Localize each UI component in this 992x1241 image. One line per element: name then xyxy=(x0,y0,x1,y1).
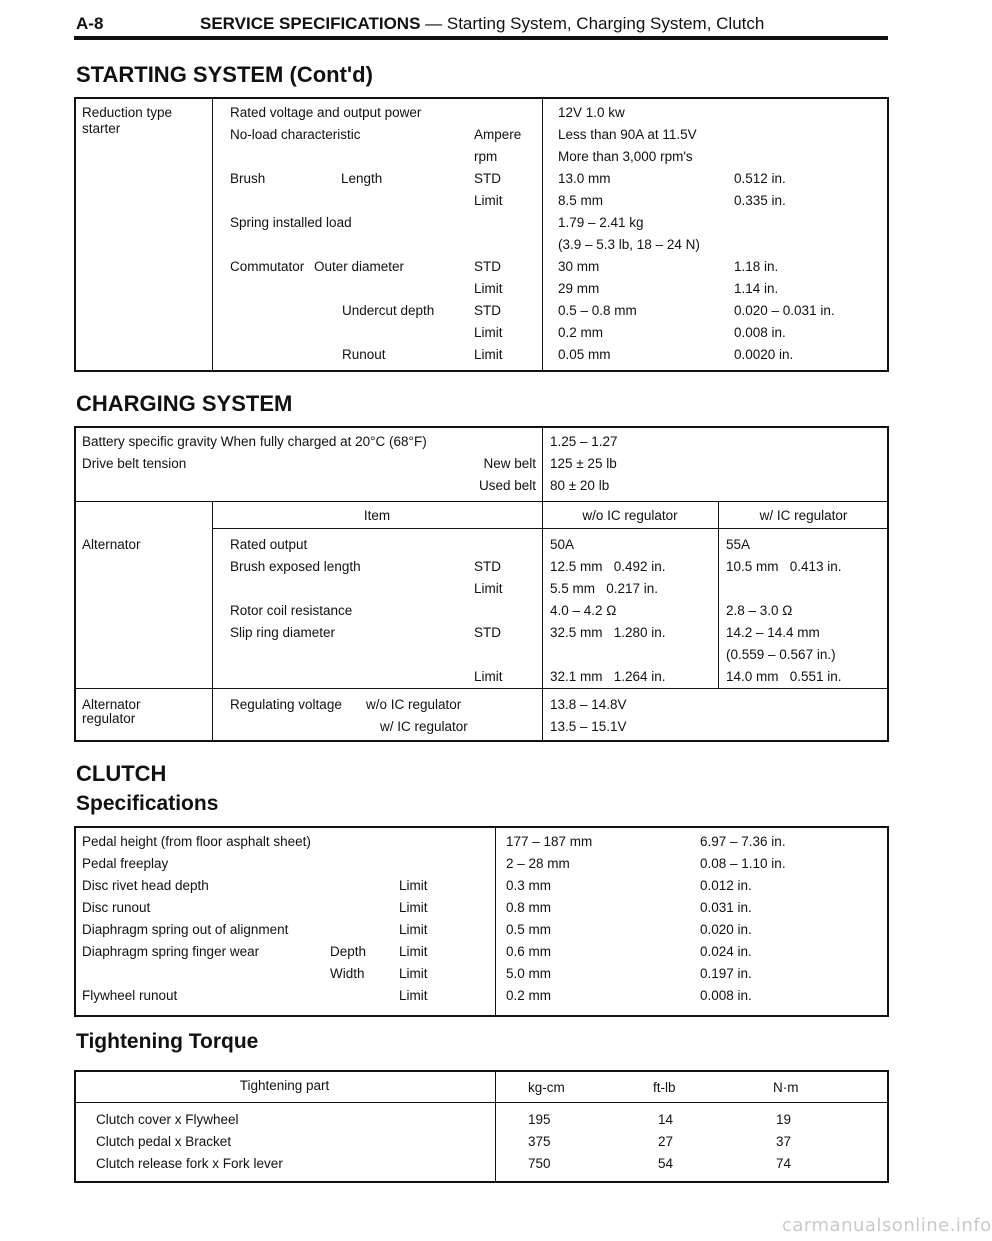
spec-subitem: Runout xyxy=(342,347,386,362)
w-ic-value: 55A xyxy=(726,537,751,552)
new-belt-value: 125 ± 25 lb xyxy=(550,456,617,471)
belt-tension-label: Drive belt tension xyxy=(82,456,187,471)
spec-subitem: Outer diameter xyxy=(314,259,405,274)
spec-value-metric: 13.0 mm xyxy=(558,171,611,186)
spec-value-metric: Less than 90A at 11.5V xyxy=(558,127,697,142)
clutch-value-metric: 177 – 187 mm xyxy=(506,834,593,849)
clutch-value-metric: 0.5 mm xyxy=(506,922,552,937)
spec-item: Rated voltage and output power xyxy=(230,105,422,120)
divider xyxy=(74,1102,889,1103)
clutch-value-metric: 0.6 mm xyxy=(506,944,552,959)
spec-subitem: Length xyxy=(341,171,383,186)
torque-nm: 74 xyxy=(776,1156,792,1171)
spec-condition: STD xyxy=(474,259,501,274)
page-title-main: SERVICE SPECIFICATIONS xyxy=(200,14,421,33)
new-belt-label: New belt xyxy=(483,456,536,471)
clutch-condition: Limit xyxy=(399,922,428,937)
spec-condition: Limit xyxy=(474,325,503,340)
w-ic-value: 2.8 – 3.0 Ω xyxy=(726,603,793,618)
spec-value-metric: 1.79 – 2.41 kg xyxy=(558,215,644,230)
spec-condition: Limit xyxy=(474,193,503,208)
spec-value-metric: 30 mm xyxy=(558,259,600,274)
w-ic-header: w/ IC regulator xyxy=(759,508,848,523)
specifications-heading: Specifications xyxy=(76,792,219,815)
clutch-item: Pedal freeplay xyxy=(82,856,169,871)
watermark: carmanualsonline.info xyxy=(782,1215,992,1236)
spec-value-imperial: 0.0020 in. xyxy=(734,347,794,362)
torque-ftlb: 54 xyxy=(658,1156,674,1171)
torque-part: Clutch cover x Flywheel xyxy=(96,1112,239,1127)
page-title xyxy=(200,14,764,34)
spec-item: Commutator xyxy=(230,259,305,274)
charging-system-heading: CHARGING SYSTEM xyxy=(76,391,293,416)
wo-ic-condition: w/o IC regulator xyxy=(366,697,462,712)
divider xyxy=(542,501,543,742)
clutch-value-metric: 5.0 mm xyxy=(506,966,552,981)
clutch-condition: Limit xyxy=(399,988,428,1003)
item-header: Item xyxy=(363,508,391,523)
clutch-value-imperial: 6.97 – 7.36 in. xyxy=(700,834,786,849)
w-ic-value: (0.559 – 0.567 in.) xyxy=(726,647,836,662)
category-label: starter xyxy=(82,121,121,136)
spec-value-imperial: 0.335 in. xyxy=(734,193,786,208)
spec-value-metric: 0.05 mm xyxy=(558,347,611,362)
w-ic-voltage: 13.5 – 15.1V xyxy=(550,719,627,734)
alternator-label: Alternator xyxy=(82,537,141,552)
divider xyxy=(542,97,543,372)
used-belt-value: 80 ± 20 lb xyxy=(550,478,610,493)
used-belt-label: Used belt xyxy=(478,478,536,493)
torque-kgcm: 195 xyxy=(528,1112,551,1127)
alternator-condition: Limit xyxy=(474,581,503,596)
spec-value-metric: More than 3,000 rpm's xyxy=(558,149,693,164)
torque-heading: Tightening Torque xyxy=(76,1030,259,1053)
clutch-subitem: Width xyxy=(330,966,365,981)
clutch-value-imperial: 0.020 in. xyxy=(700,922,752,937)
wo-ic-value: 50A xyxy=(550,537,575,552)
w-ic-value: 14.2 – 14.4 mm xyxy=(726,625,820,640)
wo-ic-voltage: 13.8 – 14.8V xyxy=(550,697,627,712)
spec-subitem: Undercut depth xyxy=(342,303,435,318)
spec-value-metric: 29 mm xyxy=(558,281,600,296)
wo-ic-value: 32.5 mm 1.280 in. xyxy=(550,625,666,640)
spec-value-imperial: 1.18 in. xyxy=(734,259,779,274)
clutch-value-imperial: 0.031 in. xyxy=(700,900,752,915)
spec-item: Spring installed load xyxy=(230,215,352,230)
spec-value-metric: 0.2 mm xyxy=(558,325,604,340)
regulating-voltage-label: Regulating voltage xyxy=(230,697,342,712)
w-ic-condition: w/ IC regulator xyxy=(380,719,468,734)
spec-value-imperial: 0.512 in. xyxy=(734,171,786,186)
torque-part: Clutch release fork x Fork lever xyxy=(96,1156,283,1171)
spec-condition: STD xyxy=(474,303,501,318)
clutch-value-imperial: 0.08 – 1.10 in. xyxy=(700,856,786,871)
wo-ic-value: 12.5 mm 0.492 in. xyxy=(550,559,666,574)
divider xyxy=(212,97,213,372)
torque-part: Clutch pedal x Bracket xyxy=(96,1134,232,1149)
torque-nm: 37 xyxy=(776,1134,792,1149)
alternator-item: Rotor coil resistance xyxy=(230,603,353,618)
spec-value-imperial: 1.14 in. xyxy=(734,281,779,296)
wo-ic-value: 32.1 mm 1.264 in. xyxy=(550,669,666,684)
category-label: Reduction type xyxy=(82,105,173,120)
clutch-value-metric: 2 – 28 mm xyxy=(506,856,570,871)
clutch-item: Flywheel runout xyxy=(82,988,178,1003)
divider xyxy=(495,826,496,1017)
alternator-item: Slip ring diameter xyxy=(230,625,336,640)
clutch-item: Pedal height (from floor asphalt sheet) xyxy=(82,834,311,849)
torque-ftlb: 27 xyxy=(658,1134,674,1149)
spec-value-metric: 8.5 mm xyxy=(558,193,604,208)
spec-value-metric: (3.9 – 5.3 lb, 18 – 24 N) xyxy=(558,237,700,252)
clutch-condition: Limit xyxy=(399,966,428,981)
spec-value-metric: 12V 1.0 kw xyxy=(558,105,625,120)
spec-condition: STD xyxy=(474,171,501,186)
spec-condition: Limit xyxy=(474,347,503,362)
clutch-value-imperial: 0.024 in. xyxy=(700,944,752,959)
w-ic-value: 10.5 mm 0.413 in. xyxy=(726,559,842,574)
clutch-value-metric: 0.2 mm xyxy=(506,988,552,1003)
clutch-heading: CLUTCH xyxy=(76,761,167,786)
nm-header: N·m xyxy=(773,1080,799,1095)
kgcm-header: kg-cm xyxy=(528,1080,565,1095)
spec-value-metric: 0.5 – 0.8 mm xyxy=(558,303,637,318)
ftlb-header: ft-lb xyxy=(653,1080,676,1095)
header-rule xyxy=(74,36,888,40)
clutch-value-imperial: 0.197 in. xyxy=(700,966,752,981)
wo-ic-header: w/o IC regulator xyxy=(582,508,678,523)
alternator-item: Rated output xyxy=(230,537,308,552)
clutch-item: Diaphragm spring finger wear xyxy=(82,944,260,959)
clutch-item: Disc rivet head depth xyxy=(82,878,209,893)
divider xyxy=(74,688,889,689)
clutch-value-imperial: 0.012 in. xyxy=(700,878,752,893)
clutch-item: Disc runout xyxy=(82,900,151,915)
regulator-label: Alternator xyxy=(82,697,141,712)
tightening-part-header: Tightening part xyxy=(239,1078,330,1093)
clutch-value-metric: 0.8 mm xyxy=(506,900,552,915)
alternator-condition: Limit xyxy=(474,669,503,684)
battery-gravity-value: 1.25 – 1.27 xyxy=(550,434,618,449)
torque-kgcm: 750 xyxy=(528,1156,551,1171)
clutch-value-imperial: 0.008 in. xyxy=(700,988,752,1003)
divider xyxy=(212,528,889,529)
wo-ic-value: 4.0 – 4.2 Ω xyxy=(550,603,617,618)
spec-item: Brush xyxy=(230,171,266,186)
torque-ftlb: 14 xyxy=(658,1112,674,1127)
divider xyxy=(718,501,719,688)
spec-condition: Ampere xyxy=(474,127,522,142)
w-ic-value: 14.0 mm 0.551 in. xyxy=(726,669,842,684)
clutch-item: Diaphragm spring out of alignment xyxy=(82,922,289,937)
torque-kgcm: 375 xyxy=(528,1134,551,1149)
page-number: A-8 xyxy=(76,14,104,33)
starting-system-heading: STARTING SYSTEM (Cont'd) xyxy=(76,62,373,87)
clutch-condition: Limit xyxy=(399,900,428,915)
page-title-sub: — Starting System, Charging System, Clutch xyxy=(420,14,765,33)
clutch-condition: Limit xyxy=(399,878,428,893)
divider xyxy=(74,501,889,502)
clutch-value-metric: 0.3 mm xyxy=(506,878,552,893)
alternator-condition: STD xyxy=(474,625,501,640)
alternator-item: Brush exposed length xyxy=(230,559,361,574)
spec-value-imperial: 0.020 – 0.031 in. xyxy=(734,303,835,318)
torque-nm: 19 xyxy=(776,1112,792,1127)
alternator-condition: STD xyxy=(474,559,501,574)
divider xyxy=(212,501,213,742)
spec-condition: rpm xyxy=(474,149,498,164)
clutch-condition: Limit xyxy=(399,944,428,959)
clutch-subitem: Depth xyxy=(330,944,367,959)
regulator-label: regulator xyxy=(82,711,136,726)
wo-ic-value: 5.5 mm 0.217 in. xyxy=(550,581,659,596)
battery-gravity-label: Battery specific gravity When fully charged at 20°C (68°F) xyxy=(82,434,427,449)
spec-condition: Limit xyxy=(474,281,503,296)
divider xyxy=(542,426,543,501)
spec-value-imperial: 0.008 in. xyxy=(734,325,786,340)
divider xyxy=(495,1070,496,1183)
spec-item: No-load characteristic xyxy=(230,127,361,142)
